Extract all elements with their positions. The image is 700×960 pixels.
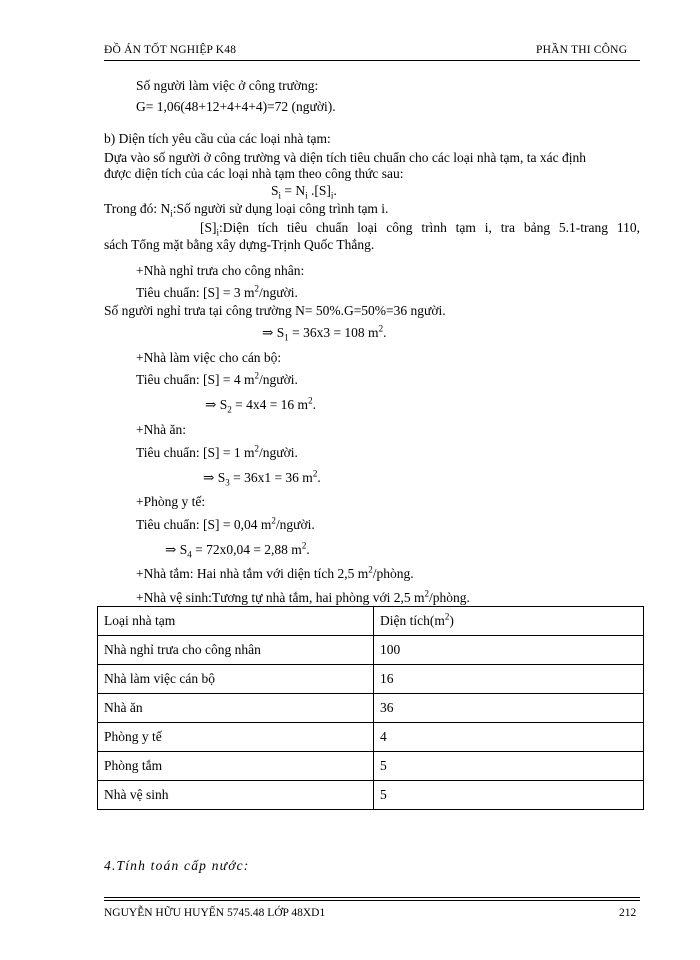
workers-label: Số người làm việc ở công trường: [136,78,319,93]
area-formula: $S_i = N_i$ $.[S]_i$. [271,183,337,201]
item-rest-house: +Nhà nghỉ trưa cho công nhân: [136,263,305,278]
table-cell-area: 5 [374,752,644,781]
workers-formula: G= 1,06(48+12+4+4+4)=72 (người). [136,99,336,114]
definition-source: sách Tổng mặt bằng xây dựng-Trịnh Quốc Thắng. [104,237,375,252]
item-office: +Nhà làm việc cho cán bộ: [136,350,282,365]
table-row [98,752,644,781]
table-cell-type: Phòng tắm [98,752,374,781]
table-cell-area: 36 [374,694,644,723]
table-row [98,781,644,810]
medical-standard: Tiêu chuẩn: [S] = 0,04 $m^2$/người. [136,515,315,532]
item-bathroom: +Nhà tắm: Hai nhà tắm với diện tích 2,5 $m^2$/phòng. [136,564,414,581]
table-cell-area: 16 [374,665,644,694]
table-cell-type: Nhà ăn [98,694,374,723]
item-canteen: +Nhà ăn: [136,422,186,437]
definition-ni: Trong đó: $N_i:Số$ người sử dụng loại công trình tạm i. [104,201,389,219]
table-cell-area: 100 [374,636,644,665]
rest-house-workers: Số người nghỉ trưa tại công trường N= 50%.G=50%=36 người. [104,303,446,318]
footer-rule-top [104,897,640,898]
table-cell-type: Nhà vệ sinh [98,781,374,810]
office-standard: Tiêu chuẩn: [S] = 4 $m^2$/người. [136,370,298,387]
footer-author: NGUYỄN HỮU HUYẾN 5745.48 LỚP 48XD1 [104,907,326,919]
implies-icon: ⇒ [165,542,177,557]
rest-house-standard: Tiêu chuẩn: [S] = 3 $m^2$/người. [136,283,298,300]
implies-icon: ⇒ [262,325,274,340]
section-heading-water-supply: 4.Tính toán cấp nước: [104,858,250,873]
temporary-housing-table [97,606,644,810]
table-cell-type: Phòng y tế [98,723,374,752]
page-number: 212 [619,907,637,919]
table-row [98,694,644,723]
table-header-type: Loại nhà tạm [98,607,374,636]
canteen-result: ⇒ $S_3 = 36x1 = 36$ $m^2$. [203,468,321,488]
paragraph-line-2: được diện tích của các loại nhà tạm theo công thức sau: [104,166,404,181]
canteen-standard: Tiêu chuẩn: [S] = 1 $m^2$/người. [136,443,298,460]
medical-result: ⇒ $S_4 = 72x0,04 = 2,88$ $m^2$. [165,540,310,560]
definition-si: $[S]_i:Diện$ tích tiêu chuẩn loại công trình tạm i, tra bảng 5.1-trang 110, [200,220,640,238]
table-header-row [98,607,644,636]
table-header-area: Diện $tích(m^2)$ [374,607,644,636]
table-cell-type: Nhà làm việc cán bộ [98,665,374,694]
table-cell-area: 4 [374,723,644,752]
table-row [98,665,644,694]
paragraph-line-1: Dựa vào số người ở công trường và diện tích tiêu chuẩn cho các loại nhà tạm, ta xác định [104,150,586,165]
rest-house-result: ⇒ $S_1 = 36x3 = 108$ $m^2$. [262,323,387,343]
footer-rule-bottom [104,900,640,901]
table-row [98,636,644,665]
header-rule [104,60,640,61]
office-result: ⇒ $S_2 = 4x4 = 16$ $m^2$. [205,395,316,415]
table-cell-area: 5 [374,781,644,810]
header-right: PHẦN THI CÔNG [536,44,628,56]
item-toilet: +Nhà vệ sinh:Tương tự nhà tắm, hai phòng với 2,5 $m^2$/phòng. [136,588,470,605]
item-medical: +Phòng y tế: [136,494,206,509]
implies-icon: ⇒ [205,397,217,412]
subsection-b-heading: b) Diện tích yêu cầu của các loại nhà tạm: [104,131,331,146]
implies-icon: ⇒ [203,470,215,485]
header-left: ĐỒ ÁN TỐT NGHIỆP K48 [104,44,237,56]
table-row [98,723,644,752]
table-cell-type: Nhà nghỉ trưa cho công nhân [98,636,374,665]
